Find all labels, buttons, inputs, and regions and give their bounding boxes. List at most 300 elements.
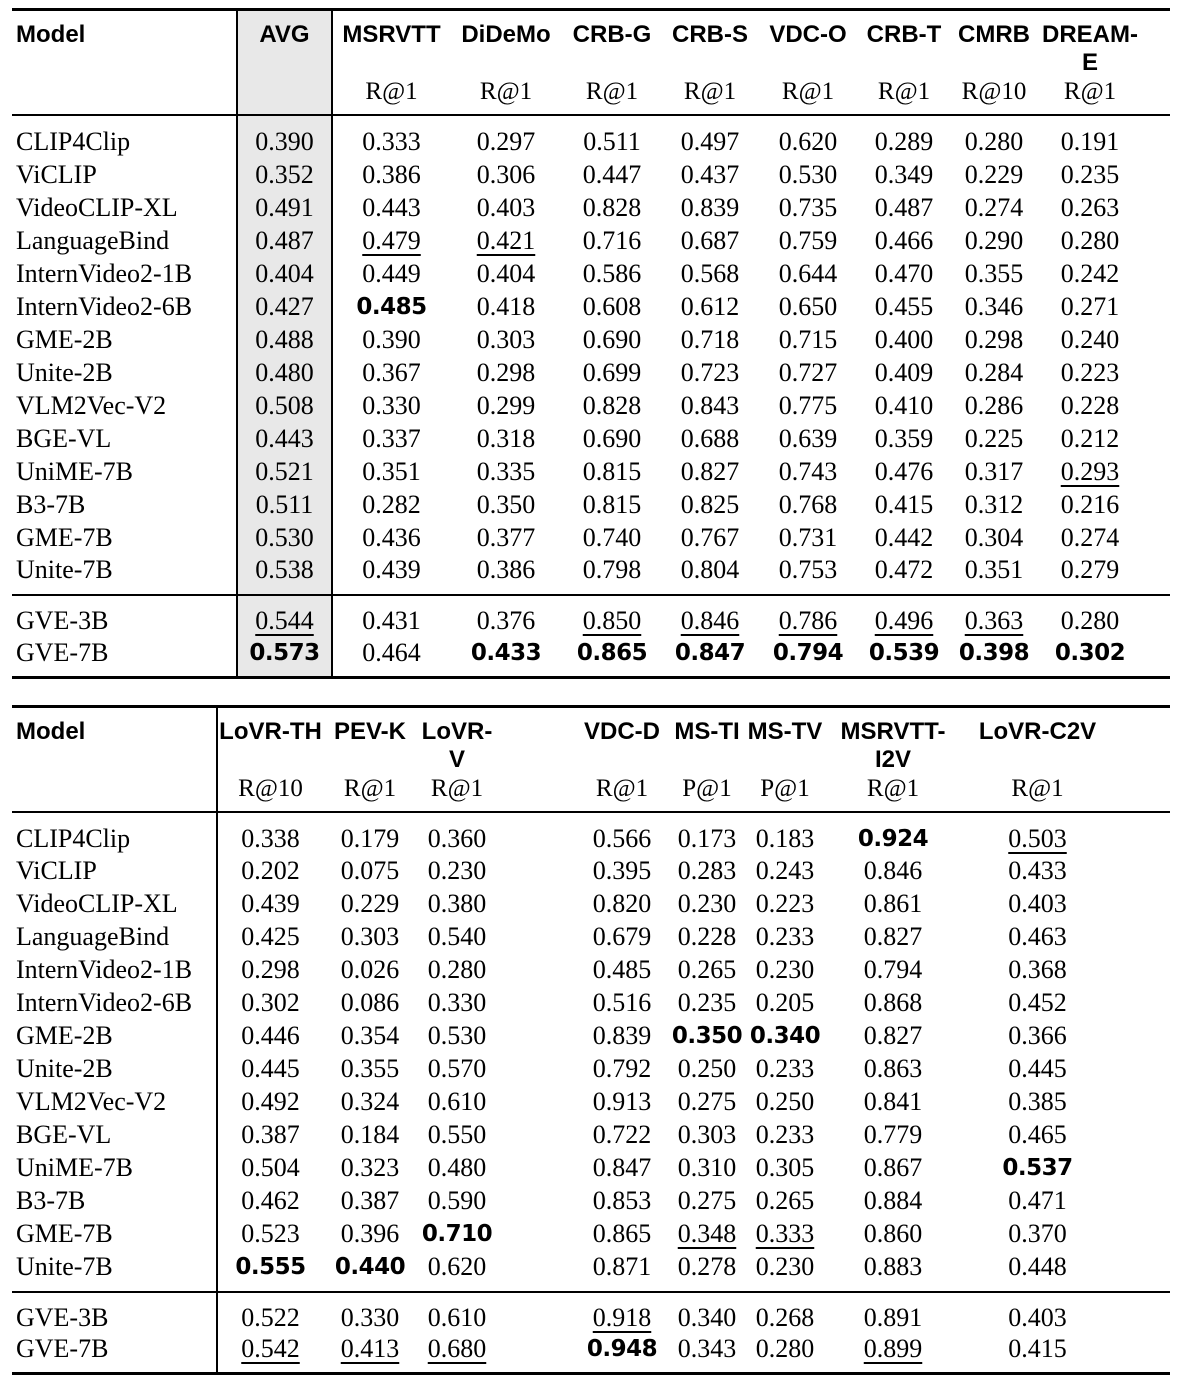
- value-cell-crb-s: 0.843: [680, 390, 740, 420]
- value-cell-crb-s: 0.847: [674, 639, 746, 666]
- table-row-internvideo2-1b: [12, 257, 1170, 290]
- value-cell-pev-k: 0.229: [340, 889, 400, 918]
- value-cell-vdc-d: 0.948: [586, 1336, 658, 1363]
- value-cell-dream-e: 0.228: [1060, 390, 1120, 420]
- value-cell-ms-tv: 0.243: [755, 856, 815, 885]
- column-header-lovr-th: LoVR-TH: [219, 717, 322, 745]
- table-row-gve-3b: [12, 1292, 1170, 1334]
- model-name: LanguageBind: [12, 921, 217, 954]
- value-cell-lovr-c2v: 0.403: [963, 1292, 1170, 1334]
- value-cell-lovr-c2v: 0.503: [1008, 823, 1067, 853]
- value-cell-ms-ti: 0.348: [677, 1219, 737, 1248]
- value-cell-ms-tv: 0.340: [749, 1023, 821, 1049]
- value-cell-avg: 0.521: [237, 455, 332, 488]
- column-header-lovr-c2v: LoVR-C2V: [978, 717, 1097, 745]
- value-cell-crb-t: 0.442: [874, 522, 934, 552]
- metric-header-dream-e: R@1: [1063, 78, 1117, 105]
- value-cell-ms-tv: 0.233: [755, 1054, 815, 1083]
- value-cell-msrvtt-i2v: 0.891: [823, 1292, 963, 1334]
- value-cell-cmrb: 0.225: [964, 423, 1024, 453]
- column-header-avg: AVG: [237, 10, 332, 116]
- table-row-videoclip-xl: [12, 888, 1170, 921]
- value-cell-msrvtt: 0.443: [362, 192, 421, 222]
- table-row-vlm2vec-v2: [12, 389, 1170, 422]
- value-cell-lovr-c2v: 0.445: [1008, 1054, 1067, 1083]
- value-cell-crb-t: 0.470: [874, 258, 934, 288]
- value-cell-cmrb: 0.312: [964, 489, 1024, 519]
- column-header-model: Model: [16, 21, 86, 48]
- value-cell-lovr-c2v: 0.368: [1008, 955, 1067, 984]
- table-row-internvideo2-6b: [12, 987, 1170, 1020]
- value-cell-msrvtt: 0.464: [362, 637, 421, 667]
- model-name: Unite-7B: [12, 1251, 217, 1292]
- model-name: GME-7B: [12, 1218, 217, 1251]
- value-cell-pev-k: 0.324: [340, 1087, 400, 1116]
- table-row-gme-7b: [12, 1218, 1170, 1251]
- table-row-unite-7b: [12, 554, 1170, 595]
- value-cell-didemo: 0.377: [476, 522, 536, 552]
- value-cell-didemo: 0.318: [476, 423, 536, 453]
- value-cell-crb-s: 0.839: [680, 192, 740, 222]
- value-cell-crb-s: 0.846: [662, 595, 758, 637]
- value-cell-vdc-o: 0.715: [778, 324, 838, 354]
- value-cell-lovr-c2v: 0.403: [1008, 889, 1067, 918]
- value-cell-msrvtt-i2v: 0.899: [863, 1334, 923, 1364]
- value-cell-crb-s: 0.437: [680, 159, 740, 189]
- value-cell-avg: 0.511: [237, 488, 332, 521]
- value-cell-lovr-c2v: 0.463: [1008, 922, 1067, 951]
- value-cell-vdc-o: 0.753: [778, 555, 838, 584]
- value-cell-vdc-o: 0.759: [778, 225, 838, 255]
- table-row-unite-2b: [12, 356, 1170, 389]
- value-cell-dream-e: 0.223: [1060, 357, 1120, 387]
- value-cell-crb-s: 0.767: [680, 522, 740, 552]
- value-cell-vdc-o: 0.650: [778, 291, 838, 321]
- value-cell-ms-ti: 0.310: [677, 1153, 737, 1182]
- table-2-container: [12, 705, 1170, 1376]
- value-cell-crb-s: 0.827: [680, 456, 740, 486]
- model-name: VideoCLIP-XL: [16, 192, 178, 222]
- value-cell-avg: 0.530: [237, 521, 332, 554]
- value-cell-lovr-th: 0.338: [241, 823, 300, 853]
- value-cell-msrvtt-i2v: 0.861: [863, 889, 923, 918]
- metric-header-crb-s: R@1: [683, 78, 737, 105]
- value-cell-ms-ti: 0.343: [677, 1334, 737, 1364]
- value-cell-lovr-v: 0.380: [427, 889, 487, 918]
- value-cell-crb-t: 0.496: [858, 595, 950, 637]
- value-cell-cmrb: 0.298: [964, 324, 1024, 354]
- value-cell-ms-ti: 0.283: [677, 856, 737, 885]
- table-row-gve-7b: [12, 1334, 1170, 1374]
- value-cell-avg: 0.544: [237, 595, 332, 637]
- value-cell-avg: 0.480: [237, 356, 332, 389]
- value-cell-vdc-o: 0.644: [778, 258, 838, 288]
- value-cell-pev-k: 0.075: [340, 856, 400, 885]
- value-cell-lovr-th: 0.445: [241, 1054, 300, 1083]
- value-cell-lovr-v: 0.530: [427, 1021, 487, 1050]
- table-1-container: [12, 8, 1170, 679]
- value-cell-ms-ti: 0.275: [677, 1186, 737, 1215]
- value-cell-lovr-th: 0.302: [241, 988, 300, 1017]
- value-cell-crb-t: 0.466: [874, 225, 934, 255]
- value-cell-crb-g: 0.798: [582, 555, 642, 584]
- table-row-unite-7b: [12, 1251, 1170, 1292]
- value-cell-msrvtt-i2v: 0.841: [863, 1087, 923, 1116]
- value-cell-avg: 0.404: [237, 257, 332, 290]
- value-cell-lovr-th: 0.555: [235, 1253, 306, 1280]
- value-cell-avg: 0.390: [237, 115, 332, 158]
- value-cell-crb-s: 0.718: [680, 324, 740, 354]
- value-cell-ms-tv: 0.265: [755, 1186, 815, 1215]
- value-cell-crb-t: 0.400: [874, 324, 934, 354]
- model-name: Unite-2B: [16, 357, 113, 387]
- table-row-clip4clip: [12, 115, 1170, 158]
- metric-header-lovr-c2v: R@1: [1011, 774, 1064, 802]
- value-cell-ms-tv: 0.223: [755, 889, 815, 918]
- metric-header-lovr-th: R@10: [238, 774, 303, 802]
- value-cell-lovr-c2v: 0.433: [1008, 856, 1067, 885]
- value-cell-crb-t: 0.410: [874, 390, 934, 420]
- value-cell-msrvtt-i2v: 0.868: [863, 988, 923, 1017]
- value-cell-didemo: 0.303: [476, 324, 536, 354]
- model-name: InternVideo2-6B: [16, 291, 193, 321]
- value-cell-msrvtt: 0.386: [362, 159, 421, 189]
- value-cell-msrvtt: 0.479: [362, 225, 421, 255]
- value-cell-pev-k: 0.413: [340, 1334, 400, 1364]
- value-cell-ms-ti: 0.250: [677, 1054, 737, 1083]
- value-cell-dream-e: 0.191: [1060, 127, 1120, 156]
- value-cell-crb-s: 0.612: [680, 291, 740, 321]
- table-row-viclip: [12, 158, 1170, 191]
- value-cell-msrvtt: 0.337: [362, 423, 421, 453]
- model-name: GME-7B: [16, 522, 113, 552]
- value-cell-msrvtt-i2v: 0.827: [863, 1021, 923, 1050]
- long-video-and-composed-retrieval-results-table: [12, 705, 1170, 1376]
- table-row-internvideo2-6b: [12, 290, 1170, 323]
- value-cell-didemo: 0.297: [476, 127, 536, 156]
- value-cell-pev-k: 0.355: [340, 1054, 400, 1083]
- column-header-ms-ti: MS-TI: [674, 717, 740, 745]
- value-cell-lovr-v: 0.620: [427, 1251, 487, 1281]
- value-cell-avg: 0.491: [237, 191, 332, 224]
- metric-header-cmrb: R@10: [961, 78, 1027, 105]
- value-cell-lovr-th: 0.425: [241, 922, 300, 951]
- value-cell-lovr-th: 0.523: [241, 1219, 300, 1248]
- value-cell-vdc-o: 0.727: [778, 357, 838, 387]
- value-cell-msrvtt-i2v: 0.884: [863, 1186, 923, 1215]
- value-cell-lovr-th: 0.202: [241, 856, 300, 885]
- value-cell-msrvtt-i2v: 0.924: [857, 825, 929, 852]
- model-name: B3-7B: [16, 489, 86, 519]
- value-cell-msrvtt: 0.390: [362, 324, 421, 354]
- value-cell-ms-ti: 0.278: [677, 1251, 737, 1281]
- value-cell-crb-t: 0.349: [874, 159, 934, 189]
- value-cell-dream-e: 0.271: [1060, 291, 1120, 321]
- column-header-vdc-d: VDC-D: [584, 717, 660, 745]
- table-row-internvideo2-1b: [12, 954, 1170, 987]
- value-cell-didemo: 0.298: [476, 357, 536, 387]
- value-cell-crb-g: 0.511: [583, 127, 641, 156]
- value-cell-lovr-v: 0.570: [427, 1054, 487, 1083]
- value-cell-cmrb: 0.280: [964, 127, 1024, 156]
- value-cell-crb-s: 0.723: [680, 357, 740, 387]
- value-cell-cmrb: 0.274: [964, 192, 1024, 222]
- value-cell-crb-s: 0.825: [680, 489, 740, 519]
- value-cell-ms-ti: 0.340: [667, 1292, 747, 1334]
- value-cell-ms-ti: 0.303: [677, 1120, 737, 1149]
- table-row-clip4clip: [12, 812, 1170, 855]
- value-cell-ms-tv: 0.250: [755, 1087, 815, 1116]
- model-name: GVE-3B: [12, 1292, 217, 1334]
- table-row-gme-7b: [12, 521, 1170, 554]
- value-cell-msrvtt-i2v: 0.867: [863, 1153, 923, 1182]
- value-cell-crb-t: 0.472: [874, 555, 934, 584]
- value-cell-pev-k: 0.179: [340, 823, 400, 853]
- value-cell-lovr-v: 0.710: [421, 1221, 493, 1247]
- value-cell-didemo: 0.418: [476, 291, 536, 321]
- table-row-languagebind: [12, 921, 1170, 954]
- value-cell-vdc-d: 0.918: [497, 1292, 667, 1334]
- value-cell-pev-k: 0.387: [340, 1186, 400, 1215]
- value-cell-crb-g: 0.608: [582, 291, 642, 321]
- value-cell-cmrb: 0.355: [964, 258, 1024, 288]
- column-header-crb-t: CRB-T: [866, 21, 942, 48]
- value-cell-pev-k: 0.354: [340, 1021, 400, 1050]
- value-cell-crb-g: 0.690: [582, 324, 642, 354]
- value-cell-lovr-th: 0.387: [241, 1120, 300, 1149]
- value-cell-lovr-c2v: 0.415: [1008, 1334, 1067, 1364]
- column-header-dream-e: DREAM-E: [1042, 21, 1138, 76]
- value-cell-didemo: 0.299: [476, 390, 536, 420]
- value-cell-didemo: 0.386: [476, 555, 536, 584]
- value-cell-pev-k: 0.330: [323, 1292, 417, 1334]
- table-row-vlm2vec-v2: [12, 1086, 1170, 1119]
- value-cell-crb-t: 0.487: [874, 192, 934, 222]
- value-cell-pev-k: 0.303: [340, 922, 400, 951]
- value-cell-ms-ti: 0.275: [677, 1087, 737, 1116]
- value-cell-cmrb: 0.351: [964, 555, 1024, 584]
- value-cell-ms-tv: 0.305: [755, 1153, 815, 1182]
- model-name: CLIP4Clip: [16, 127, 131, 156]
- value-cell-crb-g: 0.828: [582, 192, 642, 222]
- value-cell-vdc-o: 0.775: [778, 390, 838, 420]
- value-cell-crb-s: 0.568: [680, 258, 740, 288]
- value-cell-lovr-c2v: 0.471: [1008, 1186, 1067, 1215]
- value-cell-vdc-d: 0.820: [592, 889, 652, 918]
- value-cell-vdc-d: 0.679: [592, 922, 652, 951]
- value-cell-lovr-v: 0.480: [427, 1153, 487, 1182]
- value-cell-pev-k: 0.184: [340, 1120, 400, 1149]
- metric-header-ms-ti: P@1: [682, 774, 732, 802]
- metric-header-vdc-o: R@1: [781, 78, 835, 105]
- value-cell-crb-g: 0.828: [582, 390, 642, 420]
- value-cell-pev-k: 0.396: [340, 1219, 400, 1248]
- model-name: BGE-VL: [16, 423, 112, 453]
- value-cell-avg: 0.352: [237, 158, 332, 191]
- value-cell-cmrb: 0.346: [964, 291, 1024, 321]
- value-cell-msrvtt: 0.367: [362, 357, 421, 387]
- column-header-model: Model: [12, 706, 217, 812]
- value-cell-lovr-c2v: 0.370: [1008, 1219, 1067, 1248]
- value-cell-ms-tv: 0.333: [755, 1219, 815, 1248]
- value-cell-crb-t: 0.455: [874, 291, 934, 321]
- value-cell-avg: 0.538: [237, 554, 332, 595]
- value-cell-dream-e: 0.263: [1060, 192, 1120, 222]
- value-cell-lovr-c2v: 0.537: [1002, 1155, 1073, 1181]
- column-header-msrvtt: MSRVTT: [342, 21, 441, 48]
- value-cell-vdc-d: 0.871: [592, 1251, 652, 1281]
- value-cell-vdc-o: 0.768: [778, 489, 838, 519]
- value-cell-vdc-o: 0.743: [778, 456, 838, 486]
- column-header-didemo: DiDeMo: [461, 21, 551, 48]
- metric-header-ms-tv: P@1: [760, 774, 810, 802]
- value-cell-ms-tv: 0.280: [755, 1334, 815, 1364]
- value-cell-vdc-d: 0.395: [592, 856, 652, 885]
- value-cell-cmrb: 0.317: [964, 456, 1024, 486]
- value-cell-crb-t: 0.359: [874, 423, 934, 453]
- value-cell-lovr-v: 0.330: [427, 988, 487, 1017]
- value-cell-crb-s: 0.497: [680, 127, 740, 156]
- value-cell-crb-s: 0.804: [680, 555, 740, 584]
- value-cell-vdc-o: 0.735: [778, 192, 838, 222]
- model-name: ViCLIP: [16, 159, 97, 189]
- model-name: BGE-VL: [12, 1119, 217, 1152]
- table-row-unite-2b: [12, 1053, 1170, 1086]
- table-row-bge-vl: [12, 1119, 1170, 1152]
- metric-header-msrvtt: R@1: [365, 78, 418, 105]
- value-cell-vdc-d: 0.865: [592, 1219, 652, 1248]
- value-cell-didemo: 0.404: [476, 258, 536, 288]
- value-cell-pev-k: 0.440: [334, 1253, 406, 1280]
- model-name: LanguageBind: [16, 225, 170, 255]
- value-cell-vdc-d: 0.839: [592, 1021, 652, 1050]
- value-cell-lovr-v: 0.590: [427, 1186, 487, 1215]
- value-cell-cmrb: 0.290: [964, 225, 1024, 255]
- value-cell-vdc-d: 0.566: [592, 823, 652, 853]
- value-cell-lovr-c2v: 0.452: [1008, 988, 1067, 1017]
- column-header-vdc-o: VDC-O: [769, 21, 847, 48]
- table-row-gve-3b: [12, 595, 1170, 637]
- value-cell-vdc-d: 0.722: [592, 1120, 652, 1149]
- value-cell-vdc-o: 0.639: [778, 423, 838, 453]
- value-cell-msrvtt: 0.333: [362, 127, 421, 156]
- value-cell-didemo: 0.350: [476, 489, 536, 519]
- model-name: VLM2Vec-V2: [16, 390, 167, 420]
- table-row-bge-vl: [12, 422, 1170, 455]
- table-row-gve-7b: [12, 637, 1170, 677]
- value-cell-ms-tv: 0.233: [755, 1120, 815, 1149]
- value-cell-lovr-th: 0.446: [241, 1021, 300, 1050]
- value-cell-lovr-th: 0.492: [241, 1087, 300, 1116]
- metric-header-crb-t: R@1: [877, 78, 931, 105]
- value-cell-vdc-d: 0.792: [592, 1054, 652, 1083]
- value-cell-avg: 0.508: [237, 389, 332, 422]
- value-cell-ms-tv: 0.268: [747, 1292, 823, 1334]
- value-cell-lovr-th: 0.542: [241, 1334, 300, 1364]
- value-cell-msrvtt: 0.449: [362, 258, 421, 288]
- value-cell-dream-e: 0.293: [1060, 456, 1120, 486]
- value-cell-lovr-v: 0.540: [427, 922, 487, 951]
- table-row-videoclip-xl: [12, 191, 1170, 224]
- table-row-b3-7b: [12, 1185, 1170, 1218]
- table-row-gme-2b: [12, 1020, 1170, 1053]
- value-cell-lovr-th: 0.522: [217, 1292, 323, 1334]
- column-header-crb-s: CRB-S: [672, 21, 748, 48]
- column-header-pev-k: PEV-K: [333, 717, 407, 745]
- value-cell-didemo: 0.403: [476, 192, 536, 222]
- column-header-crb-g: CRB-G: [572, 21, 652, 48]
- value-cell-pev-k: 0.086: [340, 988, 400, 1017]
- value-cell-ms-ti: 0.173: [677, 823, 737, 853]
- value-cell-lovr-th: 0.504: [241, 1153, 300, 1182]
- value-cell-crb-t: 0.289: [874, 127, 934, 156]
- value-cell-crb-s: 0.688: [680, 423, 740, 453]
- value-cell-msrvtt: 0.330: [362, 390, 421, 420]
- model-name: UniME-7B: [16, 456, 133, 486]
- value-cell-avg: 0.487: [237, 224, 332, 257]
- value-cell-didemo: 0.421: [476, 225, 536, 255]
- value-cell-ms-ti: 0.228: [677, 922, 737, 951]
- value-cell-cmrb: 0.363: [950, 595, 1038, 637]
- table-row-viclip: [12, 855, 1170, 888]
- value-cell-crb-g: 0.586: [582, 258, 642, 288]
- value-cell-lovr-th: 0.439: [241, 889, 300, 918]
- value-cell-avg: 0.427: [237, 290, 332, 323]
- value-cell-msrvtt-i2v: 0.846: [863, 856, 923, 885]
- value-cell-lovr-v: 0.610: [417, 1292, 497, 1334]
- value-cell-vdc-d: 0.516: [592, 988, 652, 1017]
- model-name: GVE-7B: [16, 637, 109, 667]
- value-cell-vdc-d: 0.485: [592, 955, 652, 984]
- value-cell-msrvtt-i2v: 0.863: [863, 1054, 923, 1083]
- value-cell-ms-tv: 0.230: [755, 1251, 815, 1281]
- value-cell-pev-k: 0.323: [340, 1153, 400, 1182]
- value-cell-vdc-o: 0.620: [778, 127, 838, 156]
- value-cell-crb-t: 0.476: [874, 456, 934, 486]
- value-cell-dream-e: 0.235: [1060, 159, 1120, 189]
- value-cell-avg: 0.443: [237, 422, 332, 455]
- value-cell-lovr-c2v: 0.385: [1008, 1087, 1067, 1116]
- model-name: ViCLIP: [12, 855, 217, 888]
- value-cell-dream-e: 0.302: [1054, 639, 1126, 666]
- metric-header-msrvtt-i2v: R@1: [866, 774, 920, 802]
- value-cell-lovr-v: 0.230: [427, 856, 487, 885]
- value-cell-dream-e: 0.240: [1060, 324, 1120, 354]
- value-cell-crb-g: 0.447: [582, 159, 642, 189]
- value-cell-msrvtt-i2v: 0.794: [863, 955, 923, 984]
- value-cell-didemo: 0.376: [450, 595, 562, 637]
- value-cell-ms-ti: 0.235: [677, 988, 737, 1017]
- value-cell-vdc-d: 0.847: [592, 1153, 652, 1182]
- value-cell-crb-g: 0.740: [582, 522, 642, 552]
- metric-header-lovr-v: R@1: [430, 774, 484, 802]
- model-name: CLIP4Clip: [12, 812, 217, 855]
- value-cell-lovr-v: 0.550: [427, 1120, 487, 1149]
- value-cell-msrvtt-i2v: 0.883: [863, 1251, 923, 1281]
- value-cell-crb-g: 0.865: [576, 639, 648, 666]
- value-cell-vdc-d: 0.853: [592, 1186, 652, 1215]
- value-cell-cmrb: 0.398: [958, 639, 1030, 666]
- value-cell-dream-e: 0.280: [1038, 595, 1170, 637]
- value-cell-msrvtt-i2v: 0.860: [863, 1219, 923, 1248]
- value-cell-pev-k: 0.026: [340, 955, 400, 984]
- model-name: UniME-7B: [12, 1152, 217, 1185]
- metric-header-vdc-d: R@1: [595, 774, 649, 802]
- value-cell-lovr-th: 0.462: [241, 1186, 300, 1215]
- value-cell-msrvtt: 0.351: [362, 456, 421, 486]
- model-name: Unite-7B: [16, 555, 113, 584]
- value-cell-msrvtt: 0.485: [356, 293, 427, 320]
